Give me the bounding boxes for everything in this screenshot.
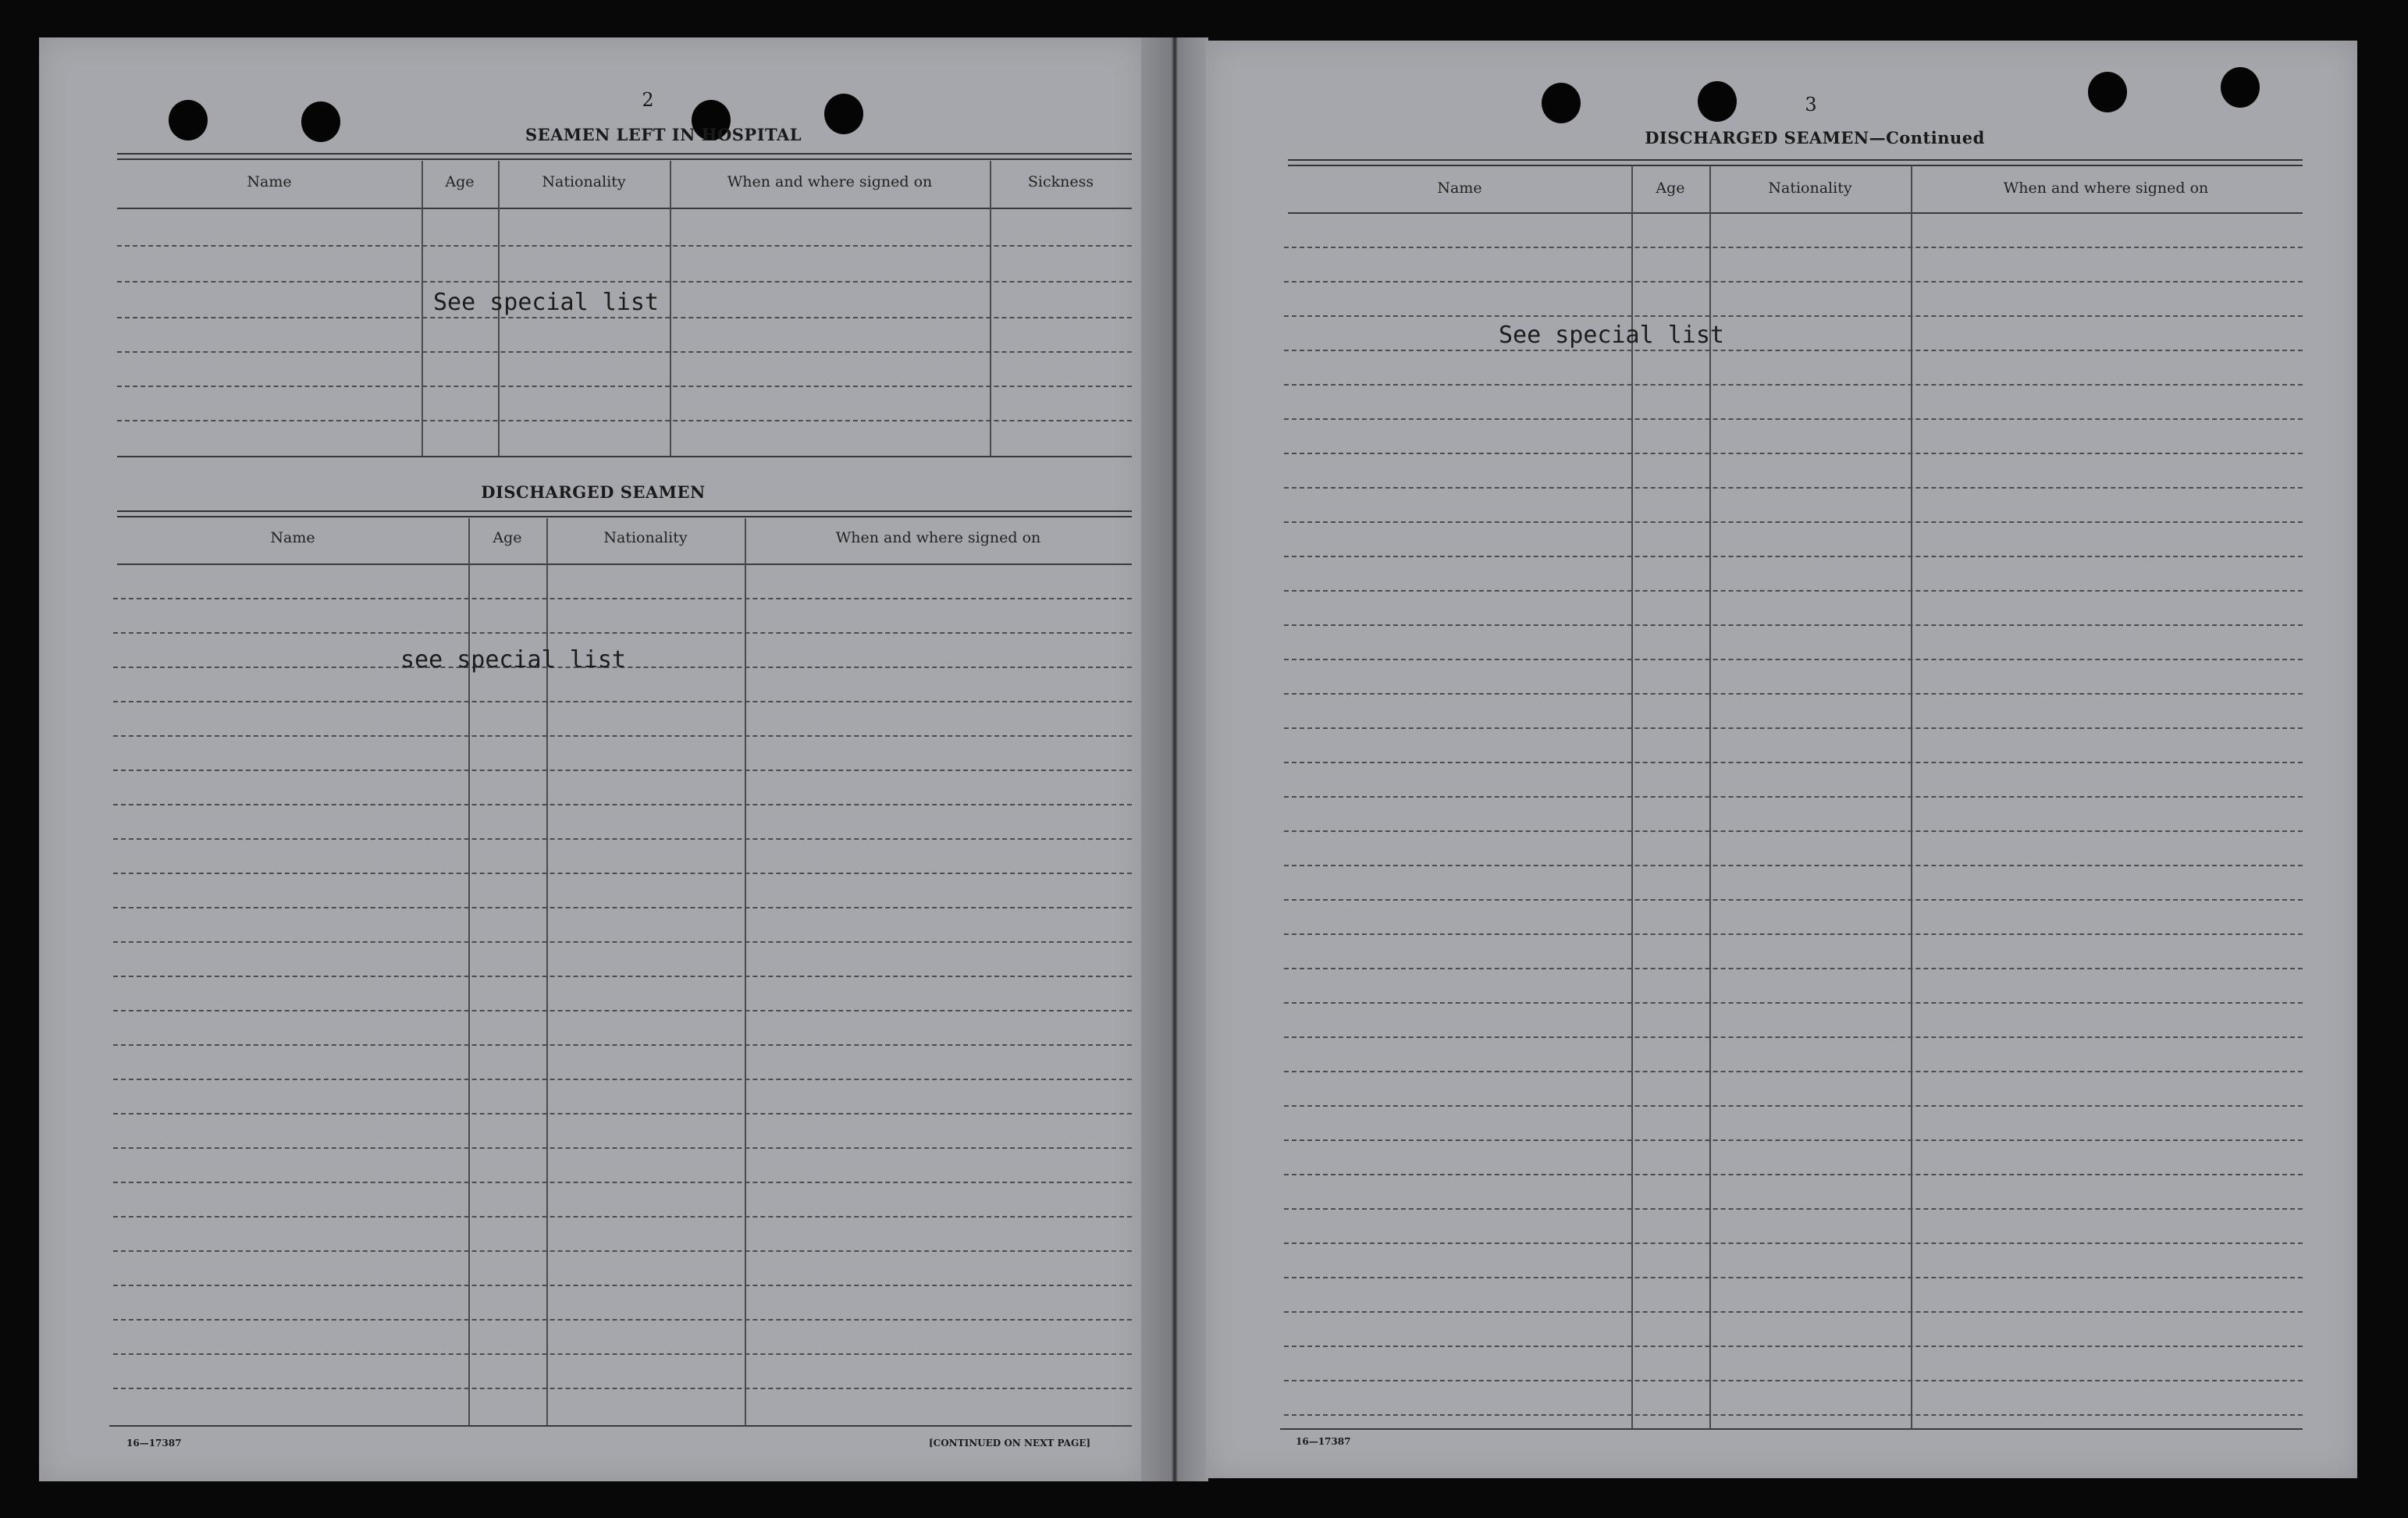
table-rule [117, 208, 1132, 209]
table-row [1284, 1311, 2303, 1313]
table-row [1284, 659, 2303, 660]
col-header-signed-on: When and where signed on [835, 529, 1041, 546]
table-row [113, 941, 1132, 943]
table-row [113, 1353, 1132, 1355]
table-row [113, 1044, 1132, 1046]
table-row [113, 598, 1132, 599]
hospital-section-title: SEAMEN LEFT IN HOSPITAL [525, 125, 802, 144]
table-row [1284, 1139, 2303, 1141]
punch-hole [301, 101, 340, 142]
col-header-signed-on: When and where signed on [727, 173, 933, 190]
col-header-age: Age [445, 173, 475, 190]
table-row [113, 907, 1132, 908]
table-row [1284, 247, 2303, 248]
table-row [1284, 762, 2303, 763]
column-divider [670, 161, 671, 457]
left-page [39, 37, 1143, 1481]
table-row [117, 420, 1132, 421]
table-row [1284, 453, 2303, 454]
table-row [1284, 899, 2303, 901]
table-row [1284, 968, 2303, 969]
table-rule [1280, 1428, 2303, 1430]
punch-hole [2088, 72, 2127, 112]
table-row [113, 976, 1132, 977]
table-row [117, 245, 1132, 247]
col-header-sickness: Sickness [1027, 173, 1094, 190]
table-row [1284, 1277, 2303, 1278]
column-divider [990, 161, 991, 457]
column-divider [1911, 165, 1912, 1430]
table-row [1284, 624, 2303, 626]
table-row [1284, 865, 2303, 866]
table-row [117, 317, 1132, 318]
table-row [1284, 281, 2303, 283]
table-rule [1288, 212, 2303, 214]
footer-note: [CONTINUED ON NEXT PAGE] [929, 1438, 1091, 1449]
table-row [113, 735, 1132, 737]
page-number: 2 [642, 89, 654, 111]
column-divider [745, 518, 746, 1427]
punch-hole [1698, 81, 1737, 122]
table-row [1284, 590, 2303, 592]
table-row [1284, 315, 2303, 317]
table-row [113, 1388, 1132, 1389]
form-number: 16—17387 [126, 1438, 182, 1449]
table-row [1284, 1105, 2303, 1107]
table-row [113, 873, 1132, 874]
table-row [1284, 1071, 2303, 1072]
table-rule [109, 1425, 1132, 1427]
table-row [113, 804, 1132, 805]
col-header-nationality: Nationality [1768, 180, 1852, 197]
table-row [117, 281, 1132, 283]
table-row [113, 1147, 1132, 1149]
header-rule [117, 153, 1132, 160]
col-header-nationality: Nationality [542, 173, 626, 190]
table-row [1284, 1208, 2303, 1210]
table-row [113, 632, 1132, 634]
table-row [1284, 693, 2303, 695]
table-row [113, 701, 1132, 702]
column-divider [1709, 165, 1711, 1430]
table-row [1284, 556, 2303, 557]
punch-hole [169, 100, 208, 140]
header-rule [117, 510, 1132, 517]
table-row [117, 386, 1132, 387]
typed-note: See special list [433, 289, 659, 316]
table-row [113, 1285, 1132, 1286]
header-rule [1288, 159, 2303, 166]
table-row [1284, 418, 2303, 420]
form-number: 16—17387 [1296, 1436, 1351, 1447]
discharged-continued-title: DISCHARGED SEAMEN—Continued [1645, 128, 1985, 148]
column-divider [421, 161, 423, 457]
typed-note: See special list [1499, 322, 1724, 349]
table-row [113, 1010, 1132, 1011]
table-row [1284, 521, 2303, 523]
col-header-signed-on: When and where signed on [2003, 180, 2209, 197]
col-header-name: Name [247, 173, 292, 190]
table-row [113, 1319, 1132, 1321]
table-row [1284, 1002, 2303, 1004]
col-header-name: Name [1437, 180, 1482, 197]
page-number: 3 [1805, 94, 1817, 116]
table-row [1284, 727, 2303, 729]
book-gutter [1141, 37, 1208, 1481]
table-rule [117, 563, 1132, 565]
col-header-nationality: Nationality [603, 529, 688, 546]
table-row [113, 1250, 1132, 1252]
table-row [113, 838, 1132, 840]
punch-hole [2221, 67, 2260, 108]
punch-hole [1542, 83, 1581, 123]
table-row [1284, 350, 2303, 351]
table-row [1284, 1414, 2303, 1416]
table-row [1284, 1174, 2303, 1175]
table-row [1284, 933, 2303, 935]
table-row [1284, 1242, 2303, 1244]
col-header-age: Age [1656, 180, 1685, 197]
table-row [1284, 1346, 2303, 1347]
table-row [113, 1216, 1132, 1218]
table-row [113, 1182, 1132, 1183]
right-page [1206, 41, 2357, 1478]
col-header-name: Name [270, 529, 315, 546]
table-row [1284, 384, 2303, 386]
discharged-section-title: DISCHARGED SEAMEN [481, 482, 706, 502]
table-row [113, 1113, 1132, 1115]
table-row [117, 351, 1132, 353]
col-header-age: Age [493, 529, 522, 546]
column-divider [1631, 165, 1633, 1430]
table-row [113, 1079, 1132, 1080]
typed-note: see special list [400, 646, 626, 674]
table-rule [117, 456, 1132, 457]
table-row [1284, 1380, 2303, 1381]
table-row [1284, 1036, 2303, 1038]
table-row [1284, 796, 2303, 798]
table-row [1284, 487, 2303, 489]
table-row [113, 770, 1132, 771]
table-row [1284, 830, 2303, 832]
